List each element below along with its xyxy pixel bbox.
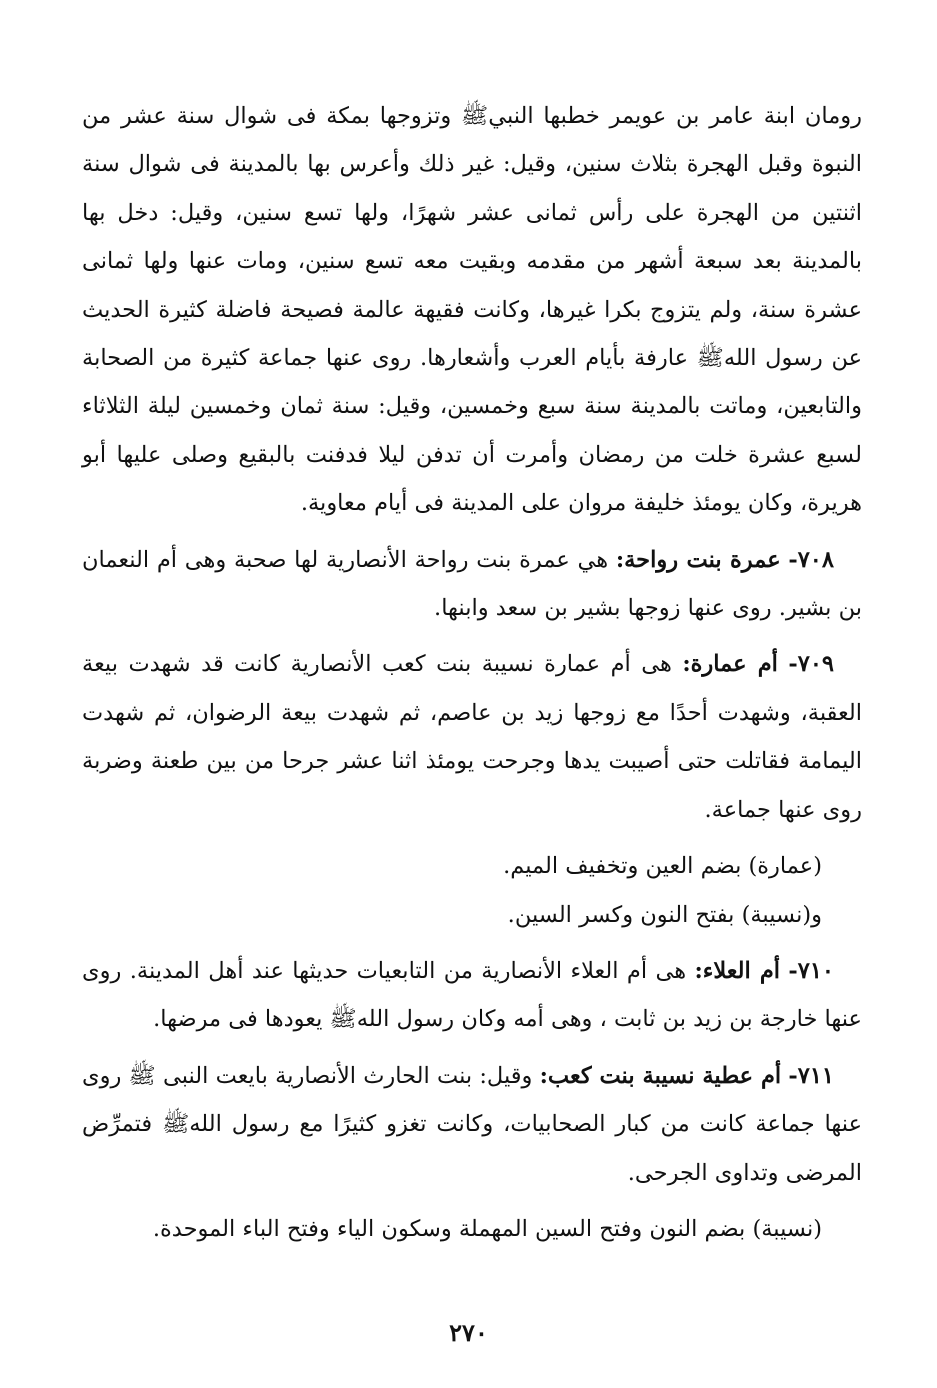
entry-text: هى أم العلاء الأنصارية من التابعيات حديثها عند أهل المدينة. روى عنها خارجة بن زيد بن ثابت ، وهى أمه وكان رسول اللهﷺ يعودها فى مرضها. [82, 957, 862, 1033]
spacer [82, 632, 862, 640]
paragraph-continuation [82, 92, 862, 528]
entry-text: هي عمرة بنت رواحة الأنصارية لها صحبة وهى أم النعمان بن بشير. روى عنها زوجها بشير بن سعد وابنها. [82, 546, 862, 622]
entry-number: ٧١٠- [788, 957, 835, 984]
paragraph-text: رومان ابنة عامر بن عويمر خطبها النبيﷺ وتزوجها بمكة فى شوال سنة عشر من النبوة وقبل الهجرة بثلاث سنين، وقيل: غير ذلك وأعرس بها بالمدينة فى شوال سنة اثنتين من الهجرة على رأس ثمانى عشر شهرًا، ولها تسع سنين، وقيل: دخل بها بالمدينة بعد سبعة أشهر من مقدمه وبقيت معه تسع سنين، ومات عنها ولها ثمانى عشرة سنة، ولم يتزوج بكرا غيرها، وكانت فقيهة عالمة فصيحة فاضلة كثيرة الحديث عن رسول اللهﷺ عارفة بأيام العرب وأشعارها. روى عنها جماعة كثيرة من الصحابة والتابعين، وماتت بالمدينة سنة سبع وخمسين، وقيل: سنة ثمان وخمسين ليلة الثلاثاء لسبع عشرة خلت من رمضان وأمرت أن تدفن ليلا فدفنت بالبقيع وصلى عليها أبو هريرة، وكان يومئذ خليفة مروان على المدينة فى أيام معاوية. [82, 103, 862, 517]
entry-heading: عمرة بنت رواحة: [615, 546, 781, 573]
entry-710 [82, 947, 862, 1044]
footnote-line: و(نسيبة) بفتح النون وكسر السين. [507, 901, 822, 928]
entry-heading: أم العلاء: [694, 957, 781, 984]
entry-709 [82, 640, 862, 834]
spacer [82, 528, 862, 536]
footnote-line: (نسيبة) بضم النون وفتح السين المهملة وسكون الياء وفتح الباء الموحدة. [152, 1215, 822, 1242]
entry-number: ٧١١- [788, 1062, 835, 1089]
entry-number: ٧٠٩- [788, 651, 835, 678]
footnote-line: (عمارة) بضم العين وتخفيف الميم. [503, 853, 822, 880]
entry-heading: أم عطية نسيبة بنت كعب: [539, 1062, 782, 1089]
entry-708 [82, 536, 862, 633]
page-number: ٢٧٠ [449, 1318, 488, 1347]
entry-number: ٧٠٨- [788, 546, 834, 573]
spacer [82, 834, 862, 842]
spacer [82, 1044, 862, 1052]
entry-text: وقيل: بنت الحارث الأنصارية بايعت النبى ﷺ روى عنها جماعة كانت من كبار الصحابيات، وكانت تغزو كثيرًا مع رسول اللهﷺ فتمرِّض المرضى وتداوى الجرحى. [82, 1062, 862, 1186]
entry-711 [82, 1052, 862, 1197]
spacer [82, 939, 862, 947]
spacer [82, 1197, 862, 1205]
page-body [82, 92, 862, 1253]
entry-heading: أم عمارة: [682, 651, 778, 678]
entry-text: هى أم عمارة نسيبة بنت كعب الأنصارية كانت قد شهدت بيعة العقبة، وشهدت أحدًا مع زوجها زيد بن عاصم، ثم شهدت بيعة الرضوان، ثم شهدت اليمامة فقاتلت حتى أصيبت يدها وجرحت يومئذ اثنا عشر جرحا من بين طعنة وضربة روى عنها جماعة. [82, 651, 862, 823]
